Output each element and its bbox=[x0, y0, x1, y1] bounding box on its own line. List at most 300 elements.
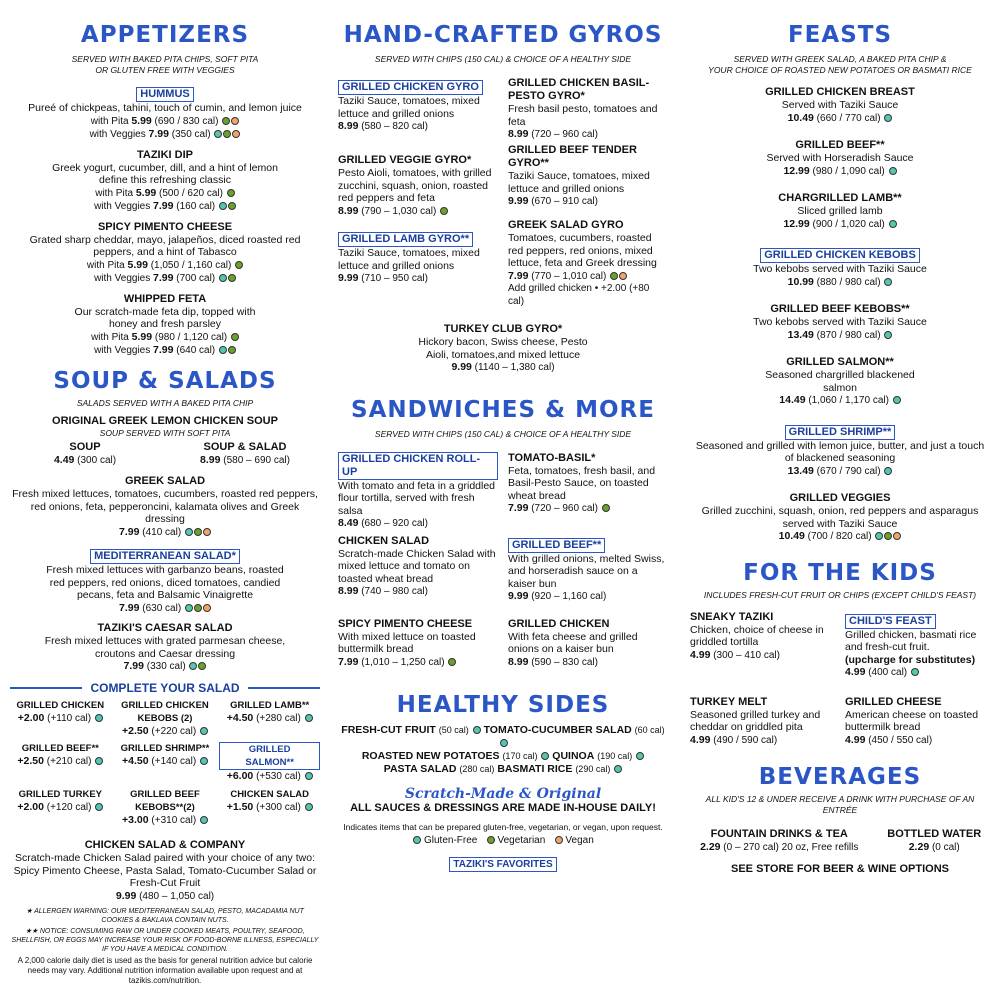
item-name: GRILLED VEGGIE GYRO* bbox=[338, 154, 472, 166]
addon-item bbox=[219, 788, 320, 828]
calories: (480 – 1,050 cal) bbox=[139, 890, 215, 902]
item-desc: Chicken, choice of cheese in griddled tortilla bbox=[690, 623, 824, 648]
addon-name: GRILLED LAMB** bbox=[230, 699, 310, 711]
addon-price: +2.50 bbox=[17, 755, 44, 767]
price: 10.49 bbox=[787, 111, 814, 124]
gluten-free-icon bbox=[911, 668, 919, 676]
item-name: GRILLED BEEF KEBOBS** bbox=[770, 303, 910, 315]
menu-item-feast-beef-kebobs bbox=[690, 303, 990, 342]
price: 9.99 bbox=[115, 889, 137, 902]
item-desc: Taziki Sauce, tomatoes, mixed lettuce and grilled onions bbox=[338, 247, 480, 272]
item-name: GRILLED BEEF** bbox=[795, 139, 885, 151]
calories: (490 / 590 cal) bbox=[713, 734, 778, 746]
option-name: SOUP & SALAD bbox=[203, 440, 287, 453]
price: 9.99 bbox=[508, 195, 529, 207]
item-desc: Seasoned chargrilled blackened salmon bbox=[765, 369, 915, 394]
gluten-free-icon bbox=[473, 726, 481, 734]
gluten-free-icon bbox=[219, 346, 227, 354]
price: 7.99 bbox=[153, 200, 174, 212]
made-in-house-note: ALL SAUCES & DRESSINGS ARE MADE IN-HOUSE DAILY! bbox=[350, 802, 656, 814]
gluten-free-icon bbox=[541, 752, 549, 760]
item-desc: Seasoned grilled turkey and cheddar on griddled pita bbox=[690, 708, 821, 733]
price-line bbox=[10, 344, 320, 358]
item-name: SNEAKY TAZIKI bbox=[690, 610, 774, 623]
price: 13.49 bbox=[787, 328, 814, 341]
gluten-free-icon bbox=[95, 714, 103, 722]
price: 9.99 bbox=[338, 272, 359, 284]
menu-item-taziki-dip bbox=[10, 149, 320, 214]
soup-block bbox=[10, 415, 320, 468]
kids-heading: FOR THE KIDS bbox=[743, 559, 937, 586]
gluten-free-icon bbox=[884, 331, 892, 339]
calories: (1,060 / 1,170 cal) bbox=[808, 395, 889, 406]
vegetarian-icon bbox=[487, 836, 495, 844]
item-desc: Grilled chicken, basmati rice and fresh-cut fruit. bbox=[845, 628, 977, 653]
item-desc: Fresh mixed lettuces with grated parmesan cheese, croutons and Caesar dressing bbox=[44, 635, 286, 660]
item-name: GREEK SALAD GYRO bbox=[508, 219, 624, 231]
addon-price: +4.50 bbox=[226, 711, 254, 724]
calories: (330 cal) bbox=[146, 661, 186, 672]
beverage-bottled-water bbox=[878, 828, 990, 855]
gyros-subtitle: SERVED WITH CHIPS (150 CAL) & CHOICE OF A HEALTHY SIDE bbox=[374, 54, 632, 64]
calories: (+120 cal) bbox=[46, 801, 92, 813]
price-line bbox=[10, 331, 320, 345]
gluten-free-icon bbox=[95, 757, 103, 765]
addon-name: GRILLED TURKEY bbox=[18, 788, 103, 800]
item-desc: Scratch-made Chicken Salad with mixed lettuce and tomato on toasted wheat bread bbox=[338, 547, 496, 585]
item-desc: Two kebobs served with Taziki Sauce bbox=[753, 263, 927, 275]
appetizers-sub1: SERVED WITH BAKED PITA CHIPS, SOFT PITA bbox=[71, 54, 259, 64]
price-line bbox=[690, 218, 990, 232]
appetizers-sub2: OR GLUTEN FREE WITH VEGGIES bbox=[95, 65, 235, 75]
item-name: GRILLED SHRIMP** bbox=[785, 425, 896, 440]
price-label: with Veggies bbox=[94, 345, 151, 356]
price: 14.49 bbox=[779, 394, 806, 406]
price-line bbox=[690, 841, 868, 855]
calories: (590 – 830 cal) bbox=[531, 656, 598, 668]
calories: (410 cal) bbox=[142, 526, 182, 538]
menu-item-feast-salmon bbox=[690, 356, 990, 408]
calories: (+310 cal) bbox=[151, 814, 197, 826]
price-label: with Pita bbox=[90, 115, 129, 127]
calories: (870 / 980 cal) bbox=[816, 329, 881, 341]
price-line bbox=[508, 656, 668, 670]
item-desc: Pureé of chickpeas, tahini, touch of cumin, and lemon juice bbox=[28, 102, 302, 114]
sides-row bbox=[338, 763, 668, 776]
price-line bbox=[690, 112, 990, 126]
appetizers-subtitle bbox=[10, 54, 320, 76]
sandwiches-heading: SANDWICHES & MORE bbox=[351, 396, 655, 423]
item-name: SPICY PIMENTO CHEESE bbox=[97, 220, 233, 233]
addon-item bbox=[219, 742, 320, 784]
calories: (700 cal) bbox=[176, 273, 216, 284]
price-line bbox=[338, 120, 498, 134]
item-desc: Grated sharp cheddar, mayo, jalapeños, diced roasted red peppers, and a hint of Tabasco bbox=[29, 233, 301, 258]
addon-name: GRILLED CHICKEN bbox=[16, 699, 105, 711]
price-line bbox=[338, 205, 498, 219]
vegan-icon bbox=[203, 604, 211, 612]
addon-price: +4.50 bbox=[122, 755, 149, 767]
menu-item-feast-shrimp bbox=[690, 422, 990, 479]
vegetarian-icon bbox=[198, 662, 206, 670]
menu-item-grilled-veggie-gyro bbox=[338, 154, 498, 222]
item-name: GRILLED CHICKEN BREAST bbox=[765, 86, 915, 98]
menu-item-turkey-club-gyro bbox=[338, 323, 668, 375]
gluten-free-icon bbox=[889, 167, 897, 175]
vegan-icon bbox=[893, 532, 901, 540]
addon-price: +3.00 bbox=[122, 813, 149, 826]
calories: (580 – 820 cal) bbox=[361, 121, 428, 132]
sides-row bbox=[338, 750, 668, 763]
gyros-left bbox=[338, 77, 498, 315]
feasts-sub1: SERVED WITH GREEK SALAD, A BAKED PITA CHIP & bbox=[733, 54, 947, 64]
menu-item-feast-beef bbox=[690, 139, 990, 178]
menu-item-grilled-chicken-sandwich bbox=[508, 618, 668, 670]
vegetarian-icon bbox=[440, 207, 448, 215]
price-line bbox=[338, 272, 498, 286]
calories: (300 – 410 cal) bbox=[713, 649, 780, 661]
item-name: GRILLED CHICKEN KEBOBS bbox=[760, 248, 920, 263]
complete-your-salad-banner bbox=[10, 681, 320, 695]
price-label: with Veggies bbox=[94, 201, 151, 212]
price-line bbox=[690, 734, 835, 748]
gluten-free-icon bbox=[889, 220, 897, 228]
price: 7.99 bbox=[119, 525, 140, 538]
add-chicken-note: Add grilled chicken • +2.00 (+80 cal) bbox=[508, 283, 650, 307]
feasts-subtitle bbox=[690, 54, 990, 76]
sandwiches-right bbox=[508, 452, 668, 677]
price: 8.99 bbox=[200, 453, 221, 466]
sandwiches-grid bbox=[338, 452, 668, 677]
calories: (700 / 820 cal) bbox=[807, 531, 872, 542]
price-line bbox=[338, 656, 498, 670]
menu-item-basil-pesto-gyro bbox=[508, 77, 668, 140]
menu-item-chicken-salad-company bbox=[10, 839, 320, 903]
price: 8.99 bbox=[338, 585, 359, 597]
price: 7.99 bbox=[508, 502, 529, 514]
calories: (0 – 270 cal) 20 oz, Free refills bbox=[723, 842, 859, 853]
price-label: with Pita bbox=[86, 259, 125, 271]
calories: (60 cal) bbox=[634, 725, 665, 735]
menu-item-mediterranean-salad bbox=[10, 546, 320, 615]
price-line bbox=[338, 517, 498, 531]
gluten-free-icon bbox=[200, 816, 208, 824]
calories: (50 cal) bbox=[438, 725, 469, 735]
addon-item bbox=[115, 788, 216, 828]
addon-name: GRILLED BEEF** bbox=[21, 743, 99, 754]
item-desc: Taziki Sauce, tomatoes, mixed lettuce and grilled onions bbox=[338, 95, 480, 120]
item-desc: Served with Horseradish Sauce bbox=[766, 152, 914, 164]
vegan-icon bbox=[232, 130, 240, 138]
item-desc: Taziki Sauce, tomatoes, mixed lettuce and grilled onions bbox=[508, 170, 650, 195]
soup-option bbox=[10, 441, 160, 468]
calories: (720 – 960 cal) bbox=[531, 503, 598, 514]
price-line bbox=[845, 734, 990, 748]
item-name: FOUNTAIN DRINKS & TEA bbox=[710, 828, 848, 840]
gluten-free-icon bbox=[185, 604, 193, 612]
item-name: CHILD'S FEAST bbox=[845, 614, 936, 629]
calories: (290 cal) bbox=[575, 764, 611, 774]
side-name: QUINOA bbox=[552, 750, 595, 762]
raw-food-notice: ★★ NOTICE: CONSUMING RAW OR UNDER COOKED MEATS, POULTRY, SEAFOOD, SHELLFISH, OR EGGS MAY INCREASE YOUR RISK OF FOOD-BORNE ILLNESS, ESPECIALLY IF YOU HAVE A MEDICAL CONDITION. bbox=[11, 928, 319, 953]
dietary-legend bbox=[338, 835, 668, 846]
addon-item bbox=[219, 699, 320, 739]
menu-item-grilled-chicken-gyro bbox=[338, 77, 498, 147]
gyros-right bbox=[508, 77, 668, 315]
price: 10.49 bbox=[778, 530, 805, 542]
menu-item-chicken-roll-up bbox=[338, 452, 498, 528]
item-name: GRILLED LAMB GYRO** bbox=[338, 232, 473, 247]
calories: (+140 cal) bbox=[151, 756, 197, 767]
gluten-free-icon bbox=[95, 803, 103, 811]
price-line bbox=[10, 660, 320, 674]
addon-item bbox=[115, 742, 216, 784]
gluten-free-icon bbox=[884, 467, 892, 475]
price-line bbox=[338, 585, 498, 599]
menu-item-feast-chicken-kebobs bbox=[690, 245, 990, 289]
vegetarian-icon bbox=[194, 528, 202, 536]
price: 4.49 bbox=[53, 453, 75, 466]
healthy-sides-heading: HEALTHY SIDES bbox=[396, 692, 610, 718]
price: 7.99 bbox=[153, 272, 174, 284]
side-name: TOMATO-CUCUMBER SALAD bbox=[483, 724, 632, 736]
vegetarian-icon bbox=[448, 658, 456, 666]
calories: (1,010 – 1,250 cal) bbox=[361, 656, 445, 668]
gyros-heading: HAND-CRAFTED GYROS bbox=[343, 22, 663, 48]
addon-name: GRILLED SALMON** bbox=[219, 742, 320, 770]
menu-item-feast-lamb bbox=[690, 192, 990, 231]
item-desc: With grilled onions, melted Swiss, and horseradish sauce on a kaiser bun bbox=[508, 552, 665, 590]
price-line bbox=[690, 276, 990, 290]
item-desc: Fresh basil pesto, tomatoes and feta bbox=[508, 103, 658, 128]
calories: (790 – 1,030 cal) bbox=[361, 205, 437, 217]
beverages-heading: BEVERAGES bbox=[758, 764, 922, 790]
side-name: PASTA SALAD bbox=[383, 763, 457, 775]
calories: (160 cal) bbox=[176, 201, 216, 212]
favorites-label: TAZIKI'S FAVORITES bbox=[449, 857, 556, 872]
calories: (500 / 620 cal) bbox=[159, 187, 223, 199]
menu-item-whipped-feta bbox=[10, 293, 320, 358]
addon-name: CHICKEN SALAD bbox=[230, 788, 309, 800]
price-line bbox=[508, 590, 668, 604]
calories: (670 / 790 cal) bbox=[816, 465, 881, 477]
gluten-free-icon bbox=[500, 739, 508, 747]
addon-item bbox=[115, 699, 216, 739]
legend-label: Vegetarian bbox=[497, 835, 546, 846]
vegan-icon bbox=[203, 528, 211, 536]
addon-item bbox=[10, 788, 111, 828]
gluten-free-icon bbox=[185, 528, 193, 536]
item-desc: Grilled zucchini, squash, onion, red peppers and asparagus served with Taziki Sauce bbox=[701, 505, 979, 530]
sides-list bbox=[338, 724, 668, 776]
price: 4.99 bbox=[845, 733, 866, 746]
price: 7.99 bbox=[119, 601, 140, 614]
price-line bbox=[508, 195, 668, 209]
calories: (680 – 920 cal) bbox=[361, 518, 428, 529]
item-desc: With tomato and feta in a griddled flour tortilla, served with fresh salsa bbox=[338, 479, 496, 517]
price: 5.99 bbox=[131, 330, 153, 343]
soup-sub: SOUP SERVED WITH SOFT PITA bbox=[99, 427, 231, 438]
price-label: with Veggies bbox=[94, 273, 151, 284]
soup-options bbox=[10, 441, 320, 468]
price-line bbox=[10, 200, 320, 214]
addon-item bbox=[10, 742, 111, 784]
price-line bbox=[690, 530, 990, 544]
item-desc: Scratch-made Chicken Salad paired with your choice of any two: Spicy Pimento Cheese, Pasta Salad, Tomato-Cucumber Salad or Fresh-Cut Fruit bbox=[13, 852, 317, 889]
item-desc: Greek yogurt, cucumber, dill, and a hint of lemon define this refreshing classic bbox=[52, 161, 278, 186]
price-line bbox=[878, 841, 990, 855]
calories: (+530 cal) bbox=[256, 771, 301, 782]
calories: (770 – 1,010 cal) bbox=[531, 270, 607, 282]
item-name: BOTTLED WATER bbox=[887, 828, 982, 840]
calories: (660 / 770 cal) bbox=[816, 112, 881, 124]
gluten-free-icon bbox=[219, 274, 227, 282]
gluten-free-icon bbox=[305, 772, 313, 780]
banner-label: COMPLETE YOUR SALAD bbox=[90, 680, 240, 695]
price: 5.99 bbox=[135, 186, 157, 199]
calories: (900 / 1,020 cal) bbox=[812, 218, 885, 230]
price-line bbox=[10, 187, 320, 201]
calories: (+210 cal) bbox=[46, 756, 92, 767]
calories: (+110 cal) bbox=[47, 712, 92, 724]
calories: (300 cal) bbox=[77, 454, 117, 466]
gluten-free-icon bbox=[200, 757, 208, 765]
item-name: GRILLED BEEF** bbox=[508, 538, 605, 553]
price-line bbox=[10, 890, 320, 904]
addon-name: GRILLED BEEF KEBOBS**(2) bbox=[130, 788, 200, 813]
addon-name: GRILLED CHICKEN KEBOBS (2) bbox=[121, 699, 209, 724]
menu-item-tomato-basil bbox=[508, 452, 668, 528]
item-desc: Pesto Aioli, tomatoes, with grilled zucchini, squash, onion, roasted red peppers and feta bbox=[338, 167, 492, 204]
item-desc: Two kebobs served with Taziki Sauce bbox=[753, 316, 927, 328]
price: 8.99 bbox=[508, 655, 529, 668]
item-name: GRILLED BEEF TENDER GYRO** bbox=[508, 144, 637, 169]
menu-item-greek-salad-gyro bbox=[508, 219, 668, 308]
feasts-list bbox=[690, 86, 990, 544]
item-name: HUMMUS bbox=[136, 87, 194, 102]
calories: (1,050 / 1,160 cal) bbox=[150, 259, 232, 271]
item-name: GRILLED SALMON** bbox=[786, 356, 894, 368]
menu-item-feast-veggies bbox=[690, 492, 990, 544]
calories: (170 cal) bbox=[502, 751, 538, 761]
addon-item bbox=[10, 699, 111, 739]
item-desc: Seasoned and grilled with lemon juice, butter, and just a touch of blackened seasoning bbox=[695, 439, 985, 464]
price: 13.49 bbox=[787, 464, 814, 477]
vegetarian-icon bbox=[235, 261, 243, 269]
item-desc: Served with Taziki Sauce bbox=[781, 99, 899, 111]
calories: (+300 cal) bbox=[256, 801, 301, 813]
gluten-free-icon bbox=[413, 836, 421, 844]
calories: (640 cal) bbox=[176, 345, 216, 356]
calories: (+220 cal) bbox=[151, 725, 197, 737]
appetizers-heading: APPETIZERS bbox=[80, 22, 250, 48]
price-line bbox=[508, 502, 668, 516]
soup-salad-option bbox=[170, 441, 320, 468]
gluten-free-icon bbox=[636, 752, 644, 760]
gluten-free-icon bbox=[884, 114, 892, 122]
item-name: TAZIKI'S CAESAR SALAD bbox=[97, 622, 233, 634]
item-desc: Fresh mixed lettuces with garbanzo beans, roasted red peppers, red onions, diced tomatoes, candied pecans, feta and Balsamic Vinaigrette bbox=[46, 564, 284, 601]
price-label: with Pita bbox=[91, 331, 129, 343]
middle-column bbox=[338, 0, 668, 872]
vegetarian-icon bbox=[602, 504, 610, 512]
gluten-free-icon bbox=[214, 130, 222, 138]
item-name: TURKEY CLUB GYRO* bbox=[443, 323, 563, 335]
calories: (280 cal) bbox=[459, 764, 495, 774]
item-name: GRILLED CHICKEN bbox=[508, 617, 610, 630]
addon-price: +1.50 bbox=[226, 800, 254, 813]
item-name: TAZIKI DIP bbox=[136, 148, 193, 161]
price: 8.99 bbox=[338, 204, 359, 217]
feasts-sub2: YOUR CHOICE OF ROASTED NEW POTATOES OR BASMATI RICE bbox=[708, 65, 972, 75]
calories: (920 – 1,160 cal) bbox=[531, 591, 607, 602]
price-line bbox=[690, 649, 835, 663]
menu-item-feast-chicken-breast bbox=[690, 86, 990, 125]
calories: (+280 cal) bbox=[256, 712, 301, 724]
kids-grid bbox=[690, 611, 990, 755]
calories: (0 cal) bbox=[931, 842, 960, 853]
item-name: CHARGRILLED LAMB** bbox=[778, 192, 902, 204]
item-desc: With mixed lettuce on toasted buttermilk bread bbox=[338, 630, 476, 655]
calories: (880 / 980 cal) bbox=[816, 276, 881, 288]
price-line bbox=[690, 394, 990, 408]
item-name: GRILLED VEGGIES bbox=[789, 492, 891, 504]
item-name: CHICKEN SALAD & COMPANY bbox=[84, 839, 246, 851]
calories: (580 – 690 cal) bbox=[223, 454, 290, 466]
item-name: GRILLED CHICKEN ROLL-UP bbox=[338, 452, 498, 480]
price-line bbox=[10, 272, 320, 286]
dietary-legend-note: Indicates items that can be prepared gluten-free, vegetarian, or vegan, upon request. bbox=[343, 822, 663, 832]
price: 7.99 bbox=[153, 344, 174, 356]
right-column bbox=[690, 0, 990, 876]
sandwiches-subtitle: SERVED WITH CHIPS (150 CAL) & CHOICE OF A HEALTHY SIDE bbox=[374, 428, 632, 439]
legend-label: Gluten-Free bbox=[423, 835, 478, 846]
sides-row bbox=[338, 724, 668, 750]
feasts-heading: FEASTS bbox=[787, 22, 893, 48]
vegetarian-icon bbox=[228, 346, 236, 354]
menu-item-spicy-pimento-cheese bbox=[10, 221, 320, 286]
beverages-grid bbox=[690, 828, 990, 855]
soup-salads-heading: SOUP & SALADS bbox=[53, 367, 277, 394]
addon-name: GRILLED SHRIMP** bbox=[120, 743, 210, 754]
item-name: MEDITERRANEAN SALAD* bbox=[90, 549, 240, 564]
addon-grid bbox=[10, 699, 320, 828]
soup-salads-subtitle: SALADS SERVED WITH A BAKED PITA CHIP bbox=[76, 397, 254, 408]
calories: (690 / 830 cal) bbox=[154, 115, 219, 127]
salads-list bbox=[10, 475, 320, 674]
gluten-free-icon bbox=[305, 714, 313, 722]
price: 4.99 bbox=[690, 733, 711, 746]
gluten-free-icon bbox=[219, 202, 227, 210]
price: 12.99 bbox=[783, 164, 810, 177]
price: 5.99 bbox=[127, 258, 148, 271]
price: 4.99 bbox=[690, 648, 711, 661]
price-label: with Pita bbox=[95, 187, 134, 199]
left-column bbox=[10, 0, 320, 986]
price: 2.29 bbox=[700, 841, 721, 853]
menu-item-grilled-lamb-gyro bbox=[338, 229, 498, 286]
item-desc: Fresh mixed lettuces, tomatoes, cucumbers, roasted red peppers, red onions, feta, pepperoncini, kalamata olives and Greek dressing bbox=[12, 488, 318, 525]
addon-price: +6.00 bbox=[226, 770, 254, 782]
gluten-free-icon bbox=[200, 727, 208, 735]
item-name: TURKEY MELT bbox=[690, 695, 768, 708]
calories: (710 – 950 cal) bbox=[361, 273, 428, 284]
upcharge-note: (upcharge for substitutes) bbox=[845, 653, 976, 666]
menu-item-hummus bbox=[10, 84, 320, 142]
price: 4.99 bbox=[845, 666, 866, 678]
calories: (740 – 980 cal) bbox=[361, 586, 428, 597]
menu-item-greek-salad bbox=[10, 475, 320, 539]
